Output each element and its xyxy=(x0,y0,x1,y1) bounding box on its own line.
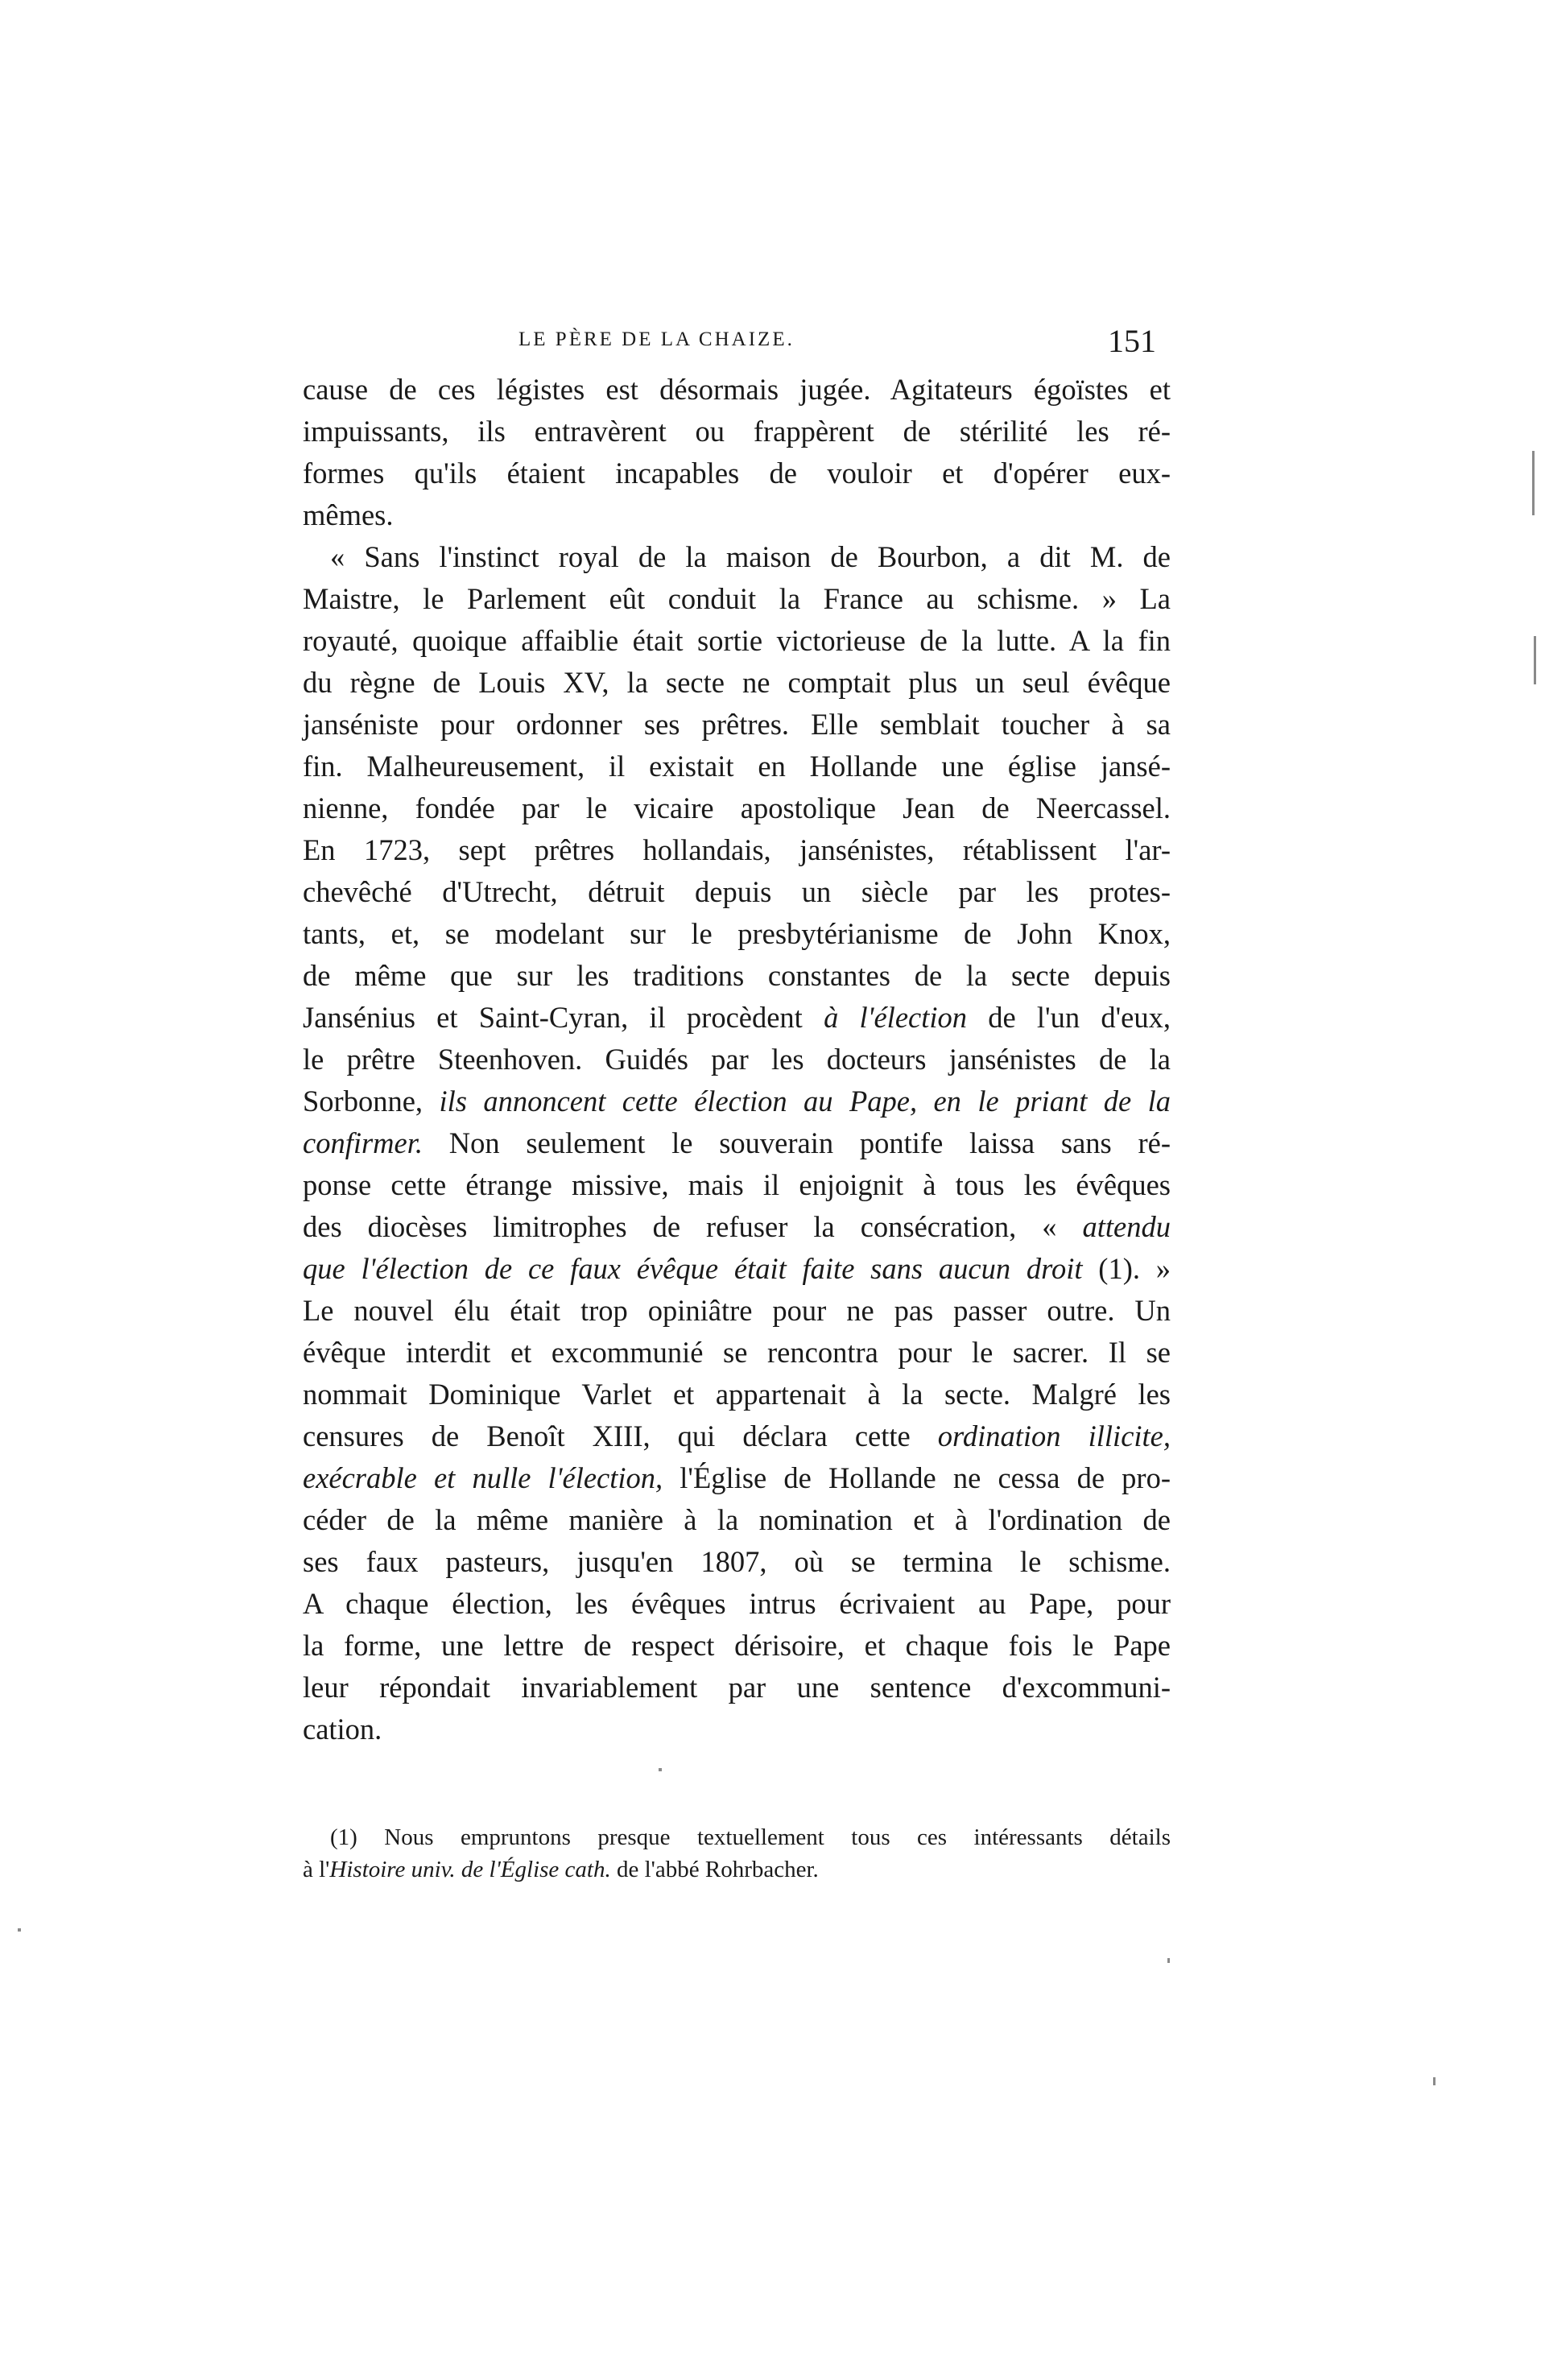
text-line: céder de la même manière à la nomination et à l'ordination de xyxy=(303,1503,1171,1536)
text-line: tants, et, se modelant sur le presbytérianisme de John Knox, xyxy=(303,917,1171,950)
italic-phrase: exécrable et nulle l'élection, xyxy=(303,1461,663,1494)
text-line: censures de Benoît XIII, qui déclara cette ordination illicite, xyxy=(303,1419,1171,1452)
text-line: nommait Dominique Varlet et appartenait à la secte. Malgré les xyxy=(303,1378,1171,1411)
italic-phrase: confirmer. xyxy=(303,1126,423,1159)
text-line: janséniste pour ordonner ses prêtres. Elle semblait toucher à sa xyxy=(303,708,1171,741)
italic-phrase: Histoire univ. de l'Église cath. xyxy=(329,1857,611,1882)
text-line: En 1723, sept prêtres hollandais, jansénistes, rétablissent l'ar- xyxy=(303,833,1171,866)
footnote xyxy=(303,1821,1171,1886)
text-line: chevêché d'Utrecht, détruit depuis un siècle par les protes- xyxy=(303,875,1171,908)
text-line: A chaque élection, les évêques intrus écrivaient au Pape, pour xyxy=(303,1587,1171,1620)
text-line: « Sans l'instinct royal de la maison de Bourbon, a dit M. de xyxy=(330,540,1171,573)
text-line: formes qu'ils étaient incapables de vouloir et d'opérer eux- xyxy=(303,457,1171,490)
text-line: la forme, une lettre de respect dérisoire, et chaque fois le Pape xyxy=(303,1629,1171,1662)
scan-speck xyxy=(1532,451,1535,515)
page-header xyxy=(303,322,1156,362)
text-line: cause de ces légistes est désormais jugée. Agitateurs égoïstes et xyxy=(303,373,1171,406)
running-head: LE PÈRE DE LA CHAIZE. xyxy=(518,328,795,350)
text-line: confirmer. Non seulement le souverain pontife laissa sans ré- xyxy=(303,1126,1171,1159)
text-line: ponse cette étrange missive, mais il enjoignit à tous les évêques xyxy=(303,1168,1171,1201)
italic-phrase: ordination illicite, xyxy=(937,1419,1171,1452)
italic-phrase: attendu xyxy=(1082,1210,1171,1243)
text-line: que l'élection de ce faux évêque était faite sans aucun droit (1). » xyxy=(303,1252,1171,1285)
text-line: des diocèses limitrophes de refuser la consécration, « attendu xyxy=(303,1210,1171,1243)
text-line: fin. Malheureusement, il existait en Hollande une église jansé- xyxy=(303,750,1171,783)
scan-speck xyxy=(1534,636,1536,684)
text-line: le prêtre Steenhoven. Guidés par les docteurs jansénistes de la xyxy=(303,1043,1171,1076)
text-line: évêque interdit et excommunié se rencontra pour le sacrer. Il se xyxy=(303,1336,1171,1369)
scan-speck xyxy=(1167,1958,1170,1963)
italic-phrase: que l'élection de ce faux évêque était faite sans aucun droit xyxy=(303,1252,1083,1285)
text-line: Maistre, le Parlement eût conduit la France au schisme. » La xyxy=(303,582,1171,615)
scan-speck xyxy=(1433,2077,1436,2085)
text-line: Jansénius et Saint-Cyran, il procèdent à l'élection de l'un d'eux, xyxy=(303,1001,1171,1034)
text-line: impuissants, ils entravèrent ou frappèrent de stérilité les ré- xyxy=(303,415,1171,448)
text-line: royauté, quoique affaiblie était sortie victorieuse de la lutte. A la fin xyxy=(303,624,1171,657)
text-line: leur répondait invariablement par une sentence d'excommuni- xyxy=(303,1671,1171,1704)
scan-speck xyxy=(18,1928,21,1932)
text-line: de même que sur les traditions constantes de la secte depuis xyxy=(303,959,1171,992)
text-line: cation. xyxy=(303,1713,382,1746)
text-line: ses faux pasteurs, jusqu'en 1807, où se termina le schisme. xyxy=(303,1545,1171,1578)
text-line: mêmes. xyxy=(303,498,394,531)
page-number: 151 xyxy=(1108,323,1156,359)
text-line: nienne, fondée par le vicaire apostolique Jean de Neercassel. xyxy=(303,791,1171,824)
text-line: Sorbonne, ils annoncent cette élection au Pape, en le priant de la xyxy=(303,1085,1171,1118)
footnote-line: (1) Nous empruntons presque textuellement tous ces intéressants détails xyxy=(330,1824,1171,1850)
italic-phrase: ils annoncent cette élection au Pape, en le priant de la xyxy=(439,1085,1171,1118)
italic-phrase: à l'élection xyxy=(824,1001,968,1034)
text-line: du règne de Louis XV, la secte ne comptait plus un seul évêque xyxy=(303,666,1171,699)
scan-speck xyxy=(659,1768,662,1771)
text-line: Le nouvel élu était trop opiniâtre pour ne pas passer outre. Un xyxy=(303,1294,1171,1327)
footnote-line: à l'Histoire univ. de l'Église cath. de l'abbé Rohrbacher. xyxy=(303,1857,819,1882)
text-line: exécrable et nulle l'élection, l'Église de Hollande ne cessa de pro- xyxy=(303,1461,1171,1494)
body-text xyxy=(303,369,1171,1750)
